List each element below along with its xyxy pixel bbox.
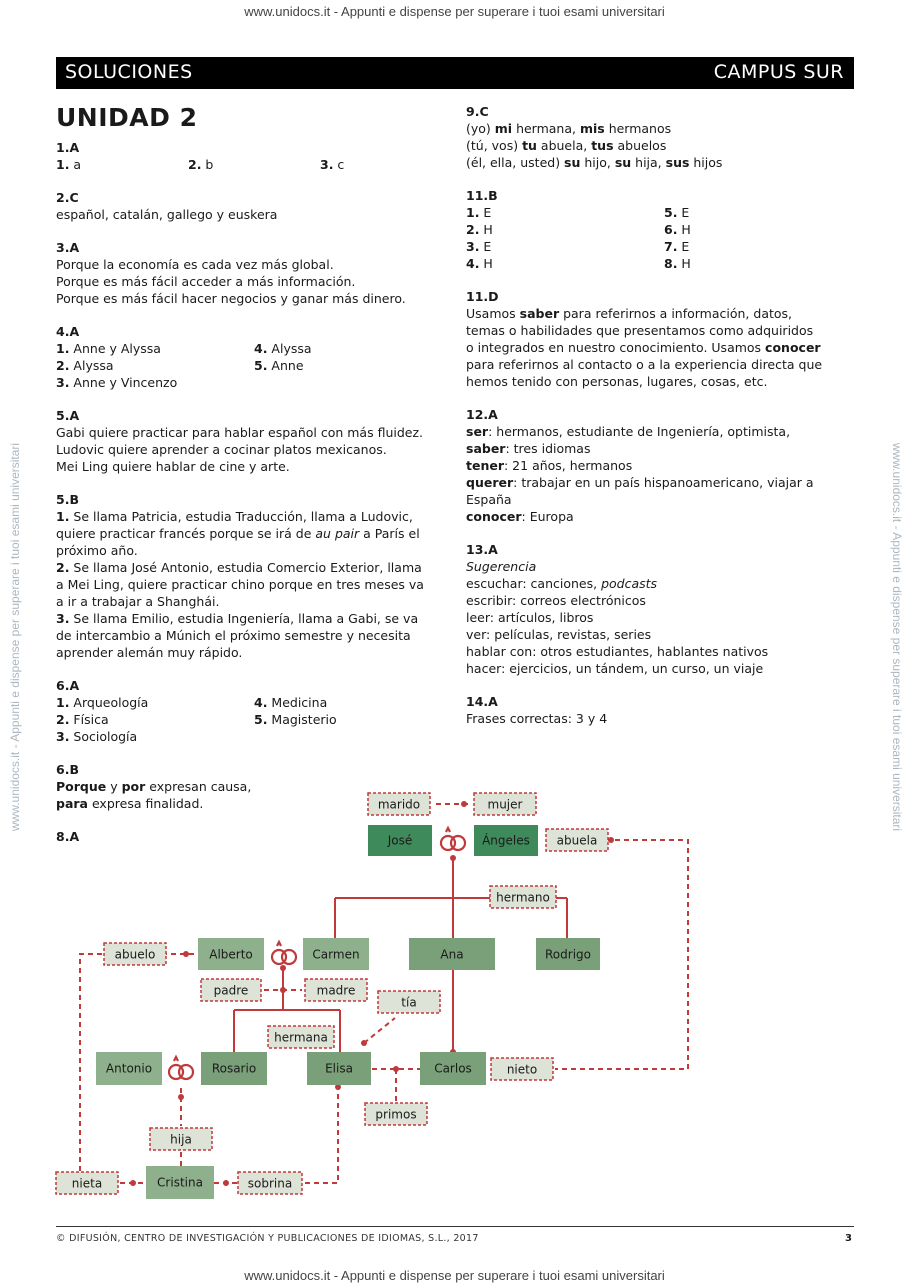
exercise-title: 8.A	[56, 829, 80, 844]
answer-line: hemos tenido con personas, lugares, cosas, etc.	[466, 374, 768, 389]
answer-line: ver: películas, revistas, series	[466, 627, 652, 642]
relation-line	[364, 1018, 395, 1043]
answer-number: 1.	[56, 341, 70, 356]
relation-dot	[223, 1180, 229, 1186]
label-hermano	[490, 886, 556, 908]
answer-value: Alyssa	[267, 341, 312, 356]
label-hija	[150, 1128, 212, 1150]
answer-number: 4.	[466, 256, 480, 271]
svg-text:hermana: hermana	[274, 1030, 328, 1045]
svg-text:Cristina: Cristina	[157, 1175, 203, 1190]
svg-text:hija: hija	[170, 1132, 192, 1147]
answer-line: Frases correctas: 3 y 4	[466, 711, 608, 726]
answer-line: Usamos saber para referirnos a información, datos,	[466, 306, 793, 321]
svg-text:marido: marido	[377, 797, 421, 812]
person-angeles	[474, 825, 538, 856]
exercise-title: 5.A	[56, 408, 80, 423]
wedding-rings-icon	[169, 1057, 193, 1079]
person-alberto	[198, 938, 264, 970]
answer-line: de intercambio a Múnich el próximo semestre y necesita	[56, 628, 411, 643]
answer-number: 5.	[664, 205, 678, 220]
answer-line: (tú, vos) tu abuela, tus abuelos	[466, 138, 667, 153]
answer-value: Anne y Vincenzo	[69, 375, 178, 390]
exercise-title: 5.B	[56, 492, 79, 507]
watermark-left: www.unidocs.it - Appunti e dispense per superare i tuoi esami universitari	[8, 442, 22, 832]
label-marido	[368, 793, 430, 815]
svg-text:Rodrigo: Rodrigo	[545, 947, 591, 962]
relation-dot	[361, 1040, 367, 1046]
answer-line: próximo año.	[56, 543, 138, 558]
svg-text:Carlos: Carlos	[434, 1061, 472, 1076]
answer-line: ser: hermanos, estudiante de Ingeniería, optimista,	[466, 424, 791, 439]
page-number: 3	[845, 1233, 852, 1244]
person-rosario	[201, 1052, 267, 1085]
answer-number: 1.	[56, 157, 70, 172]
answer-number: 7.	[664, 239, 678, 254]
answer-value: H	[677, 256, 691, 271]
person-cristina	[146, 1166, 214, 1199]
answer-line: 3. Se llama Emilio, estudia Ingeniería, llama a Gabi, se va	[56, 611, 419, 626]
exercise-title: 6.A	[56, 678, 80, 693]
answer-line: 1. Se llama Patricia, estudia Traducción, llama a Ludovic,	[56, 509, 413, 524]
header-book-title: CAMPUS SUR	[713, 61, 844, 83]
exercise-title: 11.D	[466, 289, 499, 304]
relation-dot	[178, 1094, 184, 1100]
svg-text:Elisa: Elisa	[325, 1061, 353, 1076]
svg-text:primos: primos	[375, 1107, 417, 1122]
answer-line: Gabi quiere practicar para hablar español con más fluidez.	[56, 425, 424, 440]
answer-number: 1.	[56, 695, 70, 710]
exercise-title: 11.B	[466, 188, 498, 203]
svg-text:nieto: nieto	[506, 1062, 538, 1077]
label-primos	[365, 1103, 427, 1125]
answer-value: Física	[69, 712, 109, 727]
svg-text:Rosario: Rosario	[211, 1061, 257, 1076]
answer-value: Anne	[267, 358, 304, 373]
answer-line: escuchar: canciones, podcasts	[466, 576, 658, 591]
exercise-title: 3.A	[56, 240, 80, 255]
answer-number: 5.	[254, 712, 268, 727]
svg-text:sobrina: sobrina	[247, 1176, 293, 1191]
answer-value: H	[479, 256, 493, 271]
answer-value: E	[677, 239, 690, 254]
answer-line: Porque la economía es cada vez más global.	[56, 257, 334, 272]
watermark-top: www.unidocs.it - Appunti e dispense per superare i tuoi esami universitari	[244, 4, 665, 19]
answer-line: Porque es más fácil hacer negocios y ganar más dinero.	[56, 291, 406, 306]
exercise-title: 1.A	[56, 140, 80, 155]
answer-line: tener: 21 años, hermanos	[466, 458, 633, 473]
exercise-title: 2.C	[56, 190, 79, 205]
person-rodrigo	[536, 938, 600, 970]
wedding-rings-icon	[272, 942, 296, 964]
svg-text:mujer: mujer	[487, 797, 523, 812]
watermark-bottom: www.unidocs.it - Appunti e dispense per superare i tuoi esami universitari	[244, 1268, 665, 1283]
svg-text:abuela: abuela	[556, 833, 598, 848]
relation-line	[55, 954, 102, 1183]
answer-value: a	[69, 157, 82, 172]
label-sobrina	[238, 1172, 302, 1194]
svg-text:nieta: nieta	[71, 1176, 103, 1191]
answer-line: a ir a trabajar a Shanghái.	[56, 594, 220, 609]
answer-value: Sociología	[69, 729, 138, 744]
answer-value: H	[479, 222, 493, 237]
answer-number: 4.	[254, 695, 268, 710]
svg-text:Carmen: Carmen	[312, 947, 360, 962]
answer-line: Porque y por expresan causa,	[56, 779, 252, 794]
relation-line	[305, 1087, 338, 1183]
answer-number: 2.	[56, 712, 70, 727]
svg-text:hermano: hermano	[496, 890, 550, 905]
svg-text:Ana: Ana	[440, 947, 464, 962]
label-abuela	[546, 829, 608, 851]
person-ana	[409, 938, 495, 970]
answer-line: para expresa finalidad.	[56, 796, 204, 811]
answer-number: 3.	[466, 239, 480, 254]
answer-value: E	[479, 205, 492, 220]
answer-line: (yo) mi hermana, mis hermanos	[466, 121, 672, 136]
answer-number: 3.	[56, 375, 70, 390]
relation-dot	[183, 951, 189, 957]
answer-line: querer: trabajar en un país hispanoamericano, viajar a	[466, 475, 814, 490]
answer-number: 5.	[254, 358, 268, 373]
label-tia	[378, 991, 440, 1013]
answer-line: Porque es más fácil acceder a más información.	[56, 274, 356, 289]
relation-dot	[608, 837, 614, 843]
header-title: SOLUCIONES	[65, 61, 193, 83]
wedding-rings-icon	[441, 828, 465, 850]
svg-text:abuelo: abuelo	[114, 947, 156, 962]
answer-value: Alyssa	[69, 358, 114, 373]
person-carlos	[420, 1052, 486, 1085]
answer-line: saber: tres idiomas	[466, 441, 591, 456]
answer-line: España	[466, 492, 512, 507]
relation-dot	[130, 1180, 136, 1186]
answer-line: conocer: Europa	[466, 509, 574, 524]
label-abuelo	[104, 943, 166, 965]
answer-number: 2.	[466, 222, 480, 237]
answer-value: Magisterio	[267, 712, 337, 727]
answer-number: 3.	[320, 157, 334, 172]
answer-value: E	[677, 205, 690, 220]
answer-line: aprender alemán muy rápido.	[56, 645, 243, 660]
answer-value: Medicina	[267, 695, 328, 710]
exercise-title: 4.A	[56, 324, 80, 339]
relation-dot	[280, 987, 286, 993]
answer-number: 3.	[56, 729, 70, 744]
exercise-title: 12.A	[466, 407, 498, 422]
watermark-right: www.unidocs.it - Appunti e dispense per superare i tuoi esami universitari	[890, 442, 904, 832]
svg-text:madre: madre	[316, 983, 356, 998]
answer-line: español, catalán, gallego y euskera	[56, 207, 278, 222]
answer-line: 2. Se llama José Antonio, estudia Comercio Exterior, llama	[56, 560, 422, 575]
answer-line: a Mei Ling, quiere practicar chino porque en tres meses va	[56, 577, 424, 592]
answer-line: hablar con: otros estudiantes, hablantes nativos	[466, 644, 769, 659]
answer-line: Ludovic quiere aprender a cocinar platos mexicanos.	[56, 442, 387, 457]
label-madre	[305, 979, 367, 1001]
relation-dot	[393, 1066, 399, 1072]
person-elisa	[307, 1052, 371, 1085]
answer-line: leer: artículos, libros	[466, 610, 594, 625]
label-hermana	[268, 1026, 334, 1048]
answer-number: 2.	[188, 157, 202, 172]
label-mujer	[474, 793, 536, 815]
svg-text:padre: padre	[213, 983, 249, 998]
label-nieta	[56, 1172, 118, 1194]
answer-value: c	[333, 157, 345, 172]
exercise-title: 6.B	[56, 762, 79, 777]
svg-text:José: José	[387, 833, 413, 848]
exercise-title: 9.C	[466, 104, 489, 119]
exercise-title: 13.A	[466, 542, 498, 557]
footer-divider	[56, 1226, 854, 1227]
answer-line: (él, ella, usted) su hijo, su hija, sus hijos	[466, 155, 723, 170]
answer-number: 4.	[254, 341, 268, 356]
person-carmen	[303, 938, 369, 970]
answer-value: Anne y Alyssa	[69, 341, 161, 356]
person-jose	[368, 825, 432, 856]
person-antonio	[96, 1052, 162, 1085]
answer-line: escribir: correos electrónicos	[466, 593, 646, 608]
answer-line: quiere practicar francés porque se irá de au pair a París el	[56, 526, 420, 541]
answer-number: 1.	[466, 205, 480, 220]
answer-value: b	[201, 157, 214, 172]
relation-dot	[450, 855, 456, 861]
exercise-title: 14.A	[466, 694, 498, 709]
svg-text:tía: tía	[401, 995, 417, 1010]
relation-dot	[461, 801, 467, 807]
answer-number: 2.	[56, 358, 70, 373]
label-nieto	[491, 1058, 553, 1080]
answer-value: E	[479, 239, 492, 254]
answer-line: temas o habilidades que presentamos como adquiridos	[466, 323, 814, 338]
relation-dot	[280, 965, 286, 971]
answer-line: para referirnos al contacto o a la experiencia directa que	[466, 357, 823, 372]
answer-line: Mei Ling quiere hablar de cine y arte.	[56, 459, 290, 474]
answer-number: 8.	[664, 256, 678, 271]
svg-text:Antonio: Antonio	[105, 1061, 153, 1076]
answer-line: Sugerencia	[466, 559, 537, 574]
unit-title: UNIDAD 2	[56, 103, 198, 132]
svg-text:Alberto: Alberto	[209, 947, 253, 962]
answer-value: Arqueología	[69, 695, 149, 710]
footer-copyright: © DIFUSIÓN, CENTRO DE INVESTIGACIÓN Y PUBLICACIONES DE IDIOMAS, S.L., 2017	[56, 1233, 479, 1244]
answer-value: H	[677, 222, 691, 237]
answer-line: hacer: ejercicios, un tándem, un curso, un viaje	[466, 661, 764, 676]
answer-line: o integrados en nuestro conocimiento. Usamos conocer	[466, 340, 821, 355]
label-padre	[201, 979, 261, 1001]
answer-number: 6.	[664, 222, 678, 237]
svg-text:Ángeles: Ángeles	[482, 833, 530, 848]
